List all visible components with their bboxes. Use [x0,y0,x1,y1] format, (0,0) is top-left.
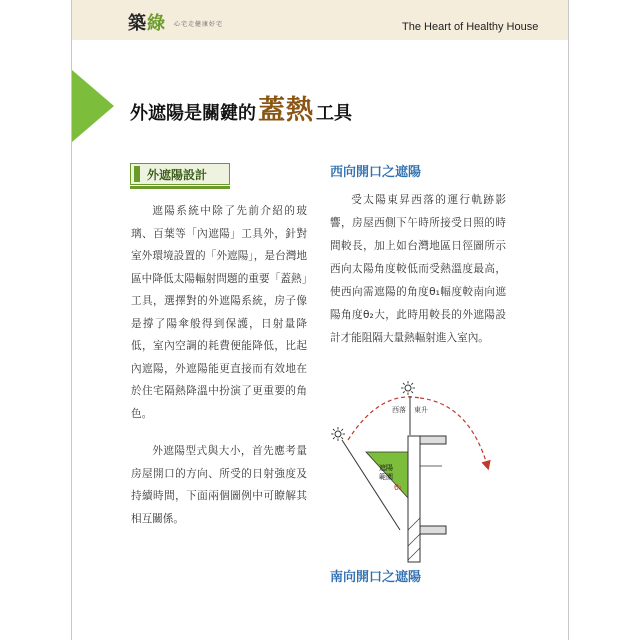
shading-diagram [320,370,520,570]
left-paragraph-2: 外遮陽型式與大小，首先應考量房屋開口的方向、所受的日射強度及持續時間，下面兩個圖例中可瞭解其相互關係。 [131,445,307,525]
sun-left-icon [331,427,345,441]
sun-path-arc-right [420,398,488,468]
page-right-border [568,0,569,640]
south-section-title: 南向開口之遮陽 [330,570,422,585]
chapter-title [130,88,352,127]
wall-block [408,436,420,562]
header-tagline: The Heart of Healthy House [402,21,539,33]
shade-label-2: 範圍 [379,473,393,481]
section-underline [130,186,230,189]
chapter-arrow-icon [72,70,114,142]
shade-label-1: 遮陽 [379,464,393,472]
section-heading [130,163,230,185]
brand-subtitle: 心宅走健康好宅 [174,21,224,28]
chapter-title-after: 工具 [316,103,352,124]
sun-path-arc [348,397,420,440]
left-column [131,200,307,545]
west-label: 西落 [392,406,406,414]
right-column [330,189,506,350]
angle-label: θ₁ [394,483,403,492]
right-paragraph: 受太陽東昇西落的運行軌跡影響，房屋西側下午時所接受日照的時間較長，加上如台灣地區日徑圖所示西向太陽角度較低而受熱溫度最高，使西向需遮陽的角度θ₁幅度較南向遮陽角度θ₂大，此時用較長的外遮陽設計才能阻隔大量熱輻射進入室內。 [330,194,506,344]
section-bar-icon [134,166,140,182]
left-paragraph-1: 遮陽系統中除了先前介紹的玻璃、百葉等「內遮陽」工具外，針對室外環境設置的「外遮陽」，是台灣地區中降低太陽輻射問題的重要「蓋熱」工具，選擇對的外遮陽系統，房子像是撐了陽傘般得到保護，日射量降低，室內空調的耗費便能降低，比起內遮陽，外遮陽能更直接而有效地在於住宅隔熱降溫中扮演了更重要的角色。 [131,205,307,420]
east-label: 東升 [414,406,428,414]
upper-overhang [420,436,446,444]
west-section-title: 西向開口之遮陽 [330,165,422,180]
section-label: 外遮陽設計 [147,168,208,182]
brand-logo [128,9,166,35]
chapter-title-before: 外遮陽是關鍵的 [130,103,256,124]
lower-overhang [420,526,446,534]
sun-top-icon [401,381,415,395]
brand-main: 築 [128,13,147,34]
chapter-title-highlight: 蓋熱 [258,95,314,126]
brand-accent: 綠 [147,13,166,34]
